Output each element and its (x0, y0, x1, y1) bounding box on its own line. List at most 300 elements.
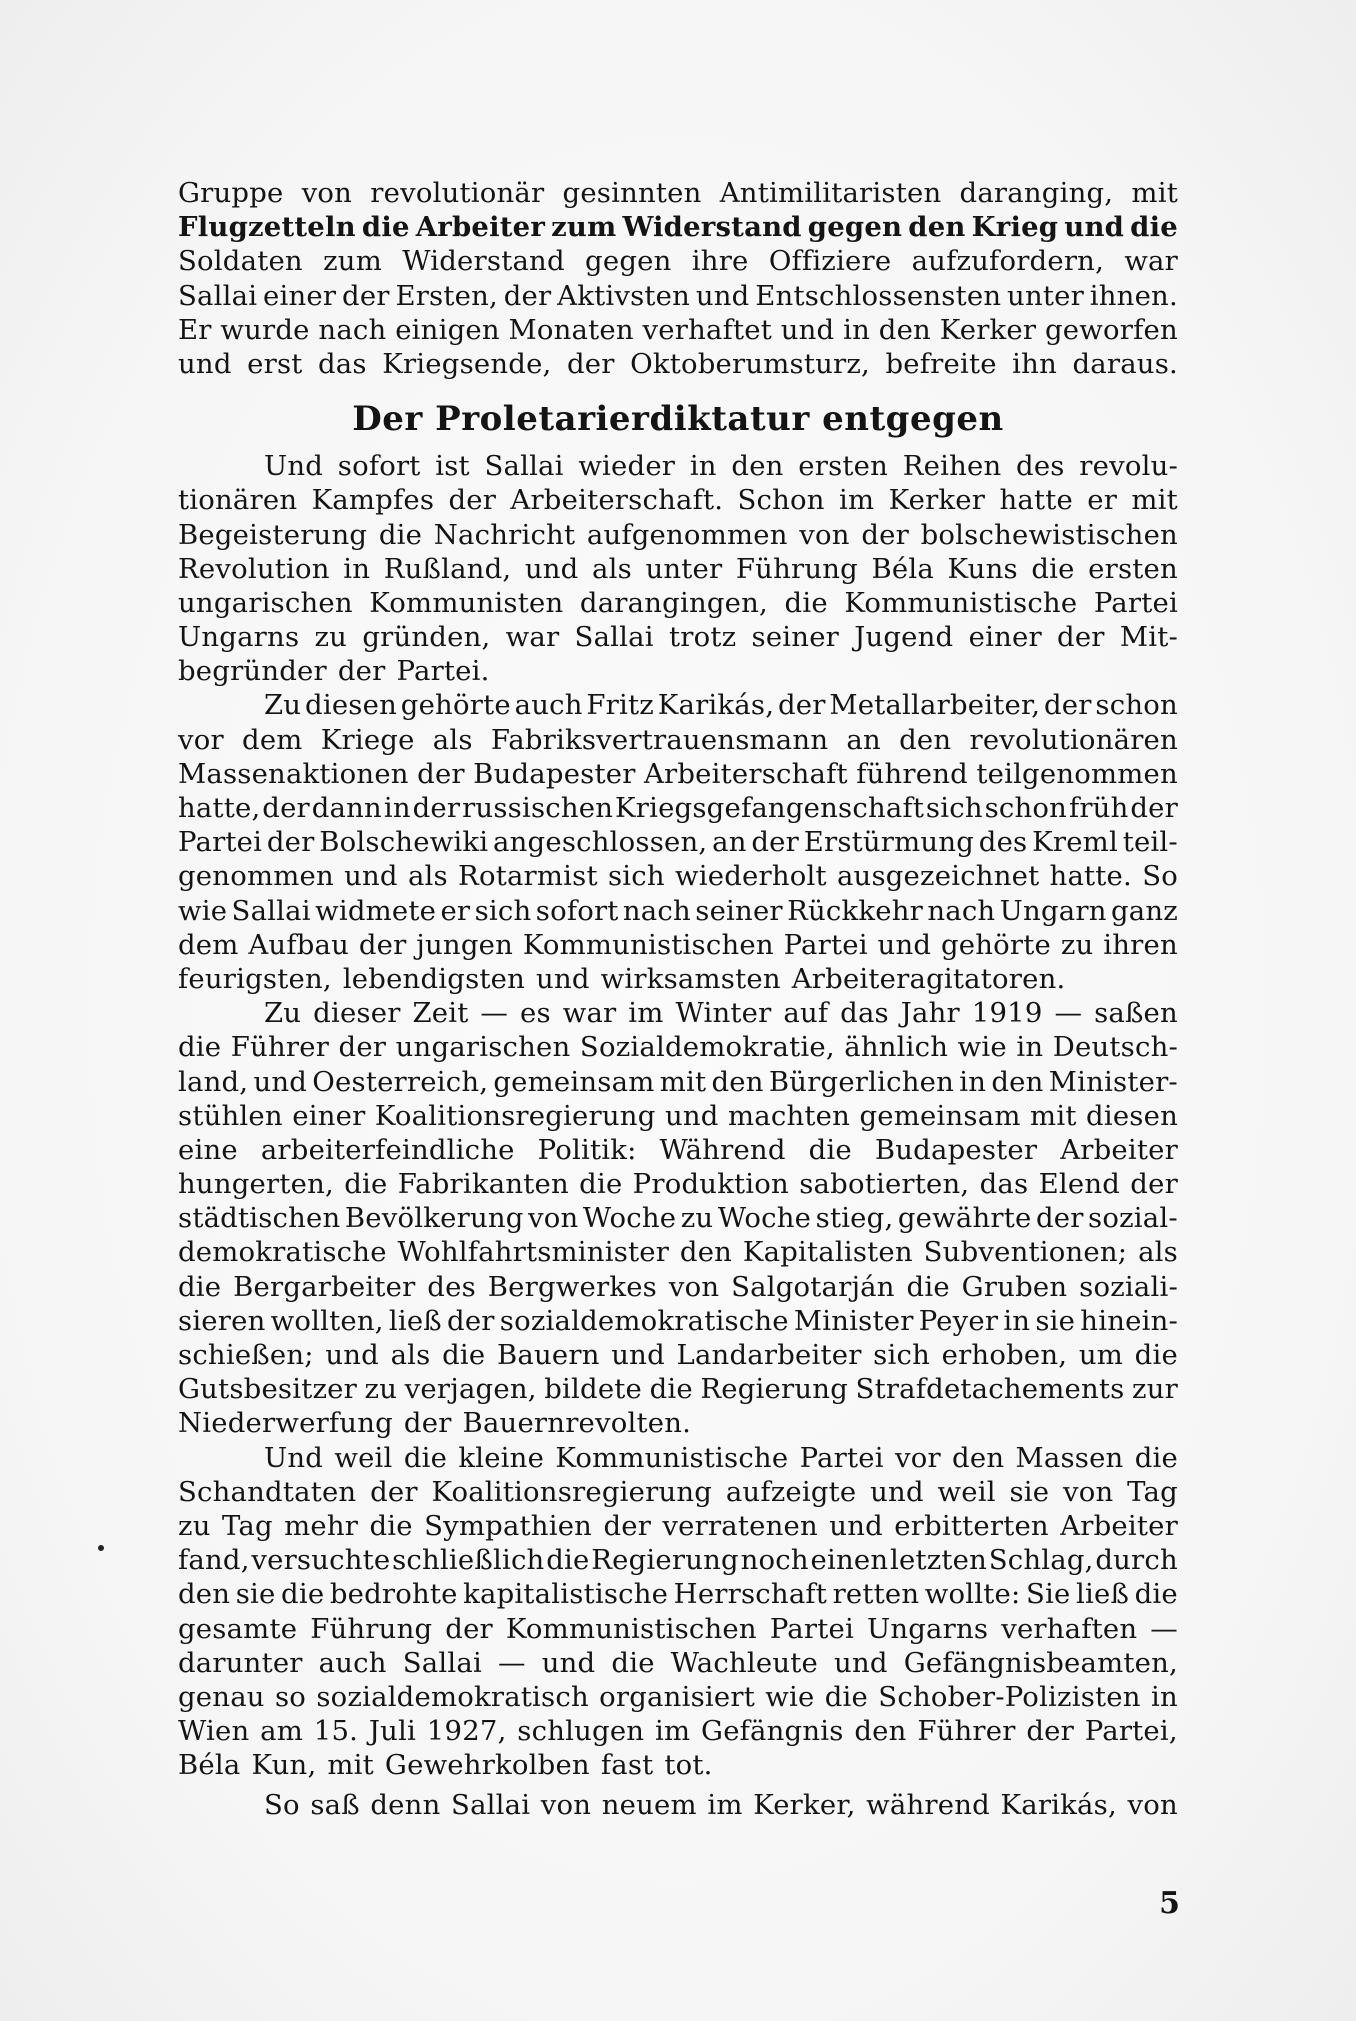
word: auch (514, 689, 583, 722)
word: Mit- (1119, 621, 1178, 654)
word: ganz (1110, 894, 1178, 927)
word: des (978, 826, 1028, 859)
word: in (689, 450, 717, 483)
text-line (178, 1543, 1178, 1577)
text-line (178, 688, 1178, 722)
word: Bergwerkes (487, 1270, 657, 1303)
word: Rückkehr (787, 894, 923, 927)
word: Béla (871, 552, 934, 585)
word: der (445, 1612, 493, 1645)
word: Monaten (508, 313, 634, 346)
word: Ungarn (999, 894, 1107, 927)
word: ihn (1012, 347, 1057, 380)
word: und (253, 1065, 308, 1098)
word: denn (370, 1789, 441, 1822)
word: Kun, (251, 1749, 317, 1782)
word: Flugzetteln (178, 211, 356, 244)
word: einer (263, 279, 337, 312)
word: befreite (885, 347, 997, 380)
word: ausgezeichnet (836, 860, 1040, 893)
word: durch (1095, 1544, 1178, 1577)
word: auch (318, 1646, 387, 1679)
word: gemeinsam (859, 1099, 1021, 1132)
text-line (178, 1065, 1178, 1099)
text-line (178, 1235, 1178, 1269)
word: einigen (395, 313, 500, 346)
word: wie (178, 894, 228, 927)
word: Tag (221, 1509, 273, 1542)
word: als (1138, 1236, 1178, 1269)
word: genau (178, 1680, 265, 1713)
word: wiederholt (674, 860, 827, 893)
word: gesamte (178, 1612, 298, 1645)
word: Offiziere (768, 245, 892, 278)
word: revolutionären (969, 723, 1178, 756)
text-line (178, 962, 1178, 996)
word: sofort (337, 450, 421, 483)
text-line (178, 620, 1178, 654)
word: das (979, 1168, 1029, 1201)
word: und (541, 1646, 596, 1679)
word: erhoben, (941, 1339, 1068, 1371)
text-line (178, 1372, 1178, 1406)
word: teil- (1122, 826, 1178, 859)
word: der (342, 279, 390, 312)
word: hinein- (1080, 1304, 1178, 1337)
word: Revolution (178, 552, 330, 585)
word: Bauernrevolten. (462, 1407, 692, 1440)
word: Soldaten (178, 245, 303, 278)
word: Arbeiteragitatoren. (791, 962, 1066, 995)
word: 1919 (971, 997, 1043, 1030)
word: hungerten, (178, 1168, 334, 1201)
word: hatte (999, 484, 1073, 517)
word: Niederwerfung (178, 1407, 393, 1440)
word: Widerstand (402, 245, 565, 278)
word: zu (178, 1509, 211, 1542)
word: die (1134, 1339, 1178, 1371)
text-line (178, 1509, 1178, 1543)
word: Arbeiterschaft (643, 757, 848, 790)
word: unter (1007, 279, 1084, 312)
word: Bauern (496, 1339, 600, 1371)
word: ihnen. (1089, 279, 1178, 312)
word: sieren (178, 1304, 266, 1337)
word: aufzeigte (725, 1475, 857, 1508)
word: vor (178, 723, 224, 756)
word: ähnlich (844, 1031, 949, 1064)
word: neuem (601, 1789, 697, 1822)
page-text (178, 176, 1178, 1823)
word: bildete (544, 1373, 643, 1406)
word: der (861, 518, 909, 551)
word: Deutsch- (1052, 1031, 1178, 1064)
word: Begeisterung (178, 518, 368, 551)
word: die (281, 1578, 325, 1611)
word: Erstürmung (803, 826, 975, 859)
word: land, (178, 1065, 249, 1098)
word: Bergarbeiter (233, 1270, 416, 1303)
word: gehörte (940, 928, 1052, 961)
word: seiner (695, 894, 783, 927)
word: trotz (668, 621, 737, 654)
word: der (751, 826, 799, 859)
word: gegen (807, 211, 903, 244)
word: zu (680, 1202, 714, 1235)
word: Jahr (900, 997, 960, 1030)
word: Fabrikanten (397, 1168, 569, 1201)
word: aufzufordern, (911, 245, 1105, 278)
word: im (654, 1715, 691, 1748)
word: — (497, 1646, 526, 1679)
word: als (390, 1339, 431, 1371)
word: daraus. (1072, 347, 1178, 380)
word: gehörte (400, 689, 511, 722)
word: sich (474, 894, 532, 927)
paragraph-5 (178, 1441, 1178, 1783)
word: an (712, 826, 747, 859)
word: ungarischen (178, 586, 353, 619)
word: Koalitionsregierung (431, 1475, 713, 1508)
word: machten (728, 1099, 851, 1132)
text-line (178, 244, 1178, 278)
word: die (1031, 552, 1075, 585)
word: feurigsten, (178, 962, 332, 995)
word: die (1134, 1441, 1178, 1474)
word: Sie (1026, 1578, 1071, 1611)
word: verhaften (1001, 1612, 1138, 1645)
word: Wachleute (670, 1646, 818, 1679)
word: Oesterreich, (312, 1065, 489, 1098)
word: jungen (416, 928, 514, 961)
word: Woche (582, 1202, 677, 1235)
word: während (866, 1789, 990, 1822)
word: Partei (1093, 586, 1178, 619)
word: Arbeiter (415, 211, 546, 244)
word: wollte: (924, 1578, 1021, 1611)
word: Schober-Polizisten (878, 1680, 1141, 1713)
text-line (178, 723, 1178, 757)
word: Gruppe (178, 177, 284, 209)
word: Kerker (939, 313, 1037, 346)
page-number: 5 (1159, 1886, 1180, 1921)
word: So (1142, 860, 1178, 893)
word: die (1134, 1578, 1178, 1611)
text-line (178, 1030, 1178, 1064)
word: diesen (305, 689, 397, 722)
word: mit (327, 1749, 374, 1782)
word: und (834, 1646, 888, 1679)
word: geworfen (1044, 313, 1178, 346)
word: der (417, 757, 465, 790)
word: verratenen (662, 1509, 818, 1542)
text-line (178, 928, 1178, 962)
text-line (178, 996, 1178, 1030)
word: Juli (368, 1715, 417, 1748)
word: Partei, (1084, 1715, 1178, 1748)
text-line (178, 825, 1178, 859)
word: früh (1068, 792, 1129, 824)
word: der (1026, 1715, 1074, 1748)
word: gesinnten (562, 177, 702, 209)
word: saßen (1094, 997, 1178, 1030)
word: Kriege (320, 723, 415, 756)
word: schon (1095, 689, 1178, 722)
word: von (301, 177, 353, 209)
word: Schon (737, 484, 825, 517)
word: Woche (717, 1202, 812, 1235)
word: Kommunistische (555, 1441, 789, 1474)
word: zum (323, 245, 382, 278)
word: Kriegsende, (382, 347, 552, 380)
word: die (369, 1509, 413, 1542)
word: die (378, 518, 423, 551)
word: als (407, 860, 448, 893)
word: schließlich (392, 1544, 545, 1577)
word: eine (178, 1133, 238, 1166)
word: Ungarns (866, 1612, 989, 1645)
word: Arbeiter (1060, 1133, 1178, 1166)
word: noch (740, 1544, 809, 1577)
word: Führung (735, 552, 858, 585)
word: er (440, 894, 471, 927)
word: Landarbeiter (676, 1339, 862, 1371)
word: Wien (178, 1715, 250, 1748)
word: und (1064, 211, 1125, 244)
word: und (870, 1475, 924, 1508)
word: Gefängnis (701, 1715, 844, 1748)
word: Politik: (537, 1133, 637, 1166)
word: nach (318, 313, 387, 346)
word: die (579, 1168, 623, 1201)
word: um (1078, 1339, 1124, 1371)
word: er (1087, 484, 1118, 517)
word: gemeinsam (493, 1065, 655, 1098)
word: revolu- (1079, 450, 1178, 483)
text-line (178, 1441, 1178, 1475)
word: des (1016, 450, 1065, 483)
word: und (344, 860, 398, 893)
word: Partei (799, 1441, 884, 1474)
word: zu (364, 1373, 398, 1406)
word: ließ (388, 1304, 442, 1337)
word: Und (264, 1441, 324, 1474)
word: nach (622, 894, 691, 927)
word: die (178, 1031, 222, 1064)
word: gewährte (897, 1202, 1032, 1235)
word: revolutionär (370, 177, 545, 209)
word: 1927, (426, 1715, 507, 1748)
text-line (178, 1270, 1178, 1304)
word: der (447, 1304, 495, 1337)
word: der (337, 655, 386, 688)
word: Ungarns (178, 621, 300, 654)
word: Kerker, (753, 1789, 856, 1822)
word: Sallai (484, 450, 564, 483)
word: teilgenommen (976, 757, 1178, 790)
word: aufgenommen (586, 518, 788, 551)
word: das (840, 997, 889, 1030)
word: wirksamsten (600, 962, 781, 995)
word: Minister (793, 1304, 914, 1337)
word: weil (937, 1475, 996, 1508)
word: Sallai (178, 279, 258, 312)
word: mit (1131, 177, 1178, 209)
word: einer (968, 621, 1042, 654)
word: Metallarbeiter, (829, 689, 1041, 722)
word: — (1150, 1612, 1178, 1645)
word: sofort (535, 894, 619, 927)
word: Schandtaten (178, 1475, 357, 1508)
word: Nachricht (433, 518, 576, 551)
word: der (566, 347, 615, 380)
word: sich (607, 860, 665, 893)
word: mit (1030, 1099, 1077, 1132)
word: genommen (178, 860, 334, 893)
word: den (952, 1441, 1005, 1474)
word: Tag (1127, 1475, 1178, 1508)
word: kleine (458, 1441, 545, 1474)
word: die (906, 1270, 950, 1303)
word: sie (1009, 1475, 1050, 1508)
section-heading: Der Proletarierdiktatur entgegen (352, 399, 1004, 440)
word: Entschlossensten (755, 279, 1002, 312)
word: führend (856, 757, 968, 790)
text-line (178, 1406, 1178, 1440)
word: und (664, 1099, 719, 1132)
word: den (711, 1065, 764, 1098)
text-line (178, 859, 1178, 893)
word: der (358, 928, 407, 961)
word: und (536, 962, 590, 995)
word: den (854, 1715, 907, 1748)
word: in (1016, 1031, 1044, 1064)
word: gegen (585, 245, 672, 278)
word: Herrschaft (673, 1578, 828, 1611)
text-line (178, 1748, 1178, 1782)
word: auf (783, 997, 829, 1030)
word: nach (927, 894, 996, 927)
word: sabotierten, (799, 1168, 970, 1201)
word: ersten (798, 450, 889, 483)
paragraph-6 (178, 1788, 1178, 1822)
word: das (318, 347, 367, 380)
word: ihre (691, 245, 749, 278)
word: sozialdemokratische (499, 1304, 789, 1337)
word: stühlen (178, 1099, 283, 1132)
word: Arbeiter (1060, 1509, 1178, 1542)
word: letzten (889, 1544, 988, 1577)
word: der (370, 1475, 418, 1508)
word: Oktoberumsturz, (630, 347, 870, 380)
word: den (731, 450, 784, 483)
word: der (262, 792, 310, 824)
word: der (1130, 792, 1178, 824)
word: die (344, 1168, 388, 1201)
word: Minister- (1048, 1065, 1178, 1098)
word: den (679, 1236, 733, 1269)
word: der (412, 792, 461, 824)
word: wie (957, 1031, 1007, 1064)
word: Partei (783, 928, 868, 961)
word: tionären (178, 484, 298, 517)
word: und (695, 279, 750, 312)
text-line (178, 552, 1178, 586)
word: darunter (178, 1646, 303, 1679)
word: — (1054, 997, 1083, 1030)
word: wurde (220, 313, 310, 346)
word: Regierung (700, 1373, 849, 1406)
word: der (503, 279, 552, 312)
word: 15. (313, 1715, 359, 1748)
word: ersten (1088, 552, 1178, 585)
word: Kommunistische (844, 586, 1078, 619)
word: der (338, 1031, 387, 1064)
word: Rußland, (383, 552, 512, 585)
word: städtischen (178, 1202, 341, 1235)
word: Führer (917, 1715, 1016, 1748)
text-line (178, 518, 1178, 552)
word: bolschewistischen (920, 518, 1178, 551)
word: retten (832, 1578, 920, 1611)
word: und (611, 1339, 665, 1371)
word: Regierung (591, 1544, 739, 1577)
word: mit (659, 1065, 707, 1098)
word: arbeiterfeindliche (260, 1133, 515, 1166)
word: sozial- (1088, 1202, 1178, 1235)
word: organisiert (599, 1680, 755, 1713)
text-line (178, 279, 1178, 313)
word: die (649, 1373, 693, 1406)
word: am (260, 1715, 304, 1748)
word: diesen (1086, 1099, 1178, 1132)
word: Sallai (231, 894, 311, 927)
word: und (325, 1339, 379, 1371)
word: Massenaktionen (178, 757, 409, 790)
word: fast (600, 1749, 654, 1782)
word: unter (645, 552, 723, 585)
word: der (1035, 1202, 1084, 1235)
text-line (178, 347, 1178, 381)
word: in (843, 313, 871, 346)
word: in (1150, 1680, 1178, 1713)
word: soziali- (1079, 1270, 1178, 1303)
text-line (178, 1475, 1178, 1509)
word: russischen (462, 792, 614, 824)
word: Subventionen; (923, 1236, 1128, 1269)
word: Budapester (473, 757, 636, 790)
word: die (784, 586, 828, 619)
word: als (592, 552, 632, 585)
word: den (178, 1578, 231, 1611)
word: lebendigsten (342, 962, 526, 995)
word: und (178, 347, 232, 380)
word: Fritz (586, 689, 654, 722)
word: darangingen, (579, 586, 768, 619)
word: der (1057, 621, 1105, 654)
text-line (178, 1133, 1178, 1167)
word: Peyer (918, 1304, 999, 1337)
word: Rotarmist (458, 860, 598, 893)
word: Gutsbesitzer (178, 1373, 357, 1406)
word: Er (178, 313, 212, 346)
word: erbitterten (894, 1509, 1049, 1542)
word: Strafdetachements (855, 1373, 1125, 1406)
word: von (799, 518, 850, 551)
word: Budapester (874, 1133, 1038, 1166)
word: bedrohte (329, 1578, 458, 1611)
word: der (1044, 689, 1092, 722)
